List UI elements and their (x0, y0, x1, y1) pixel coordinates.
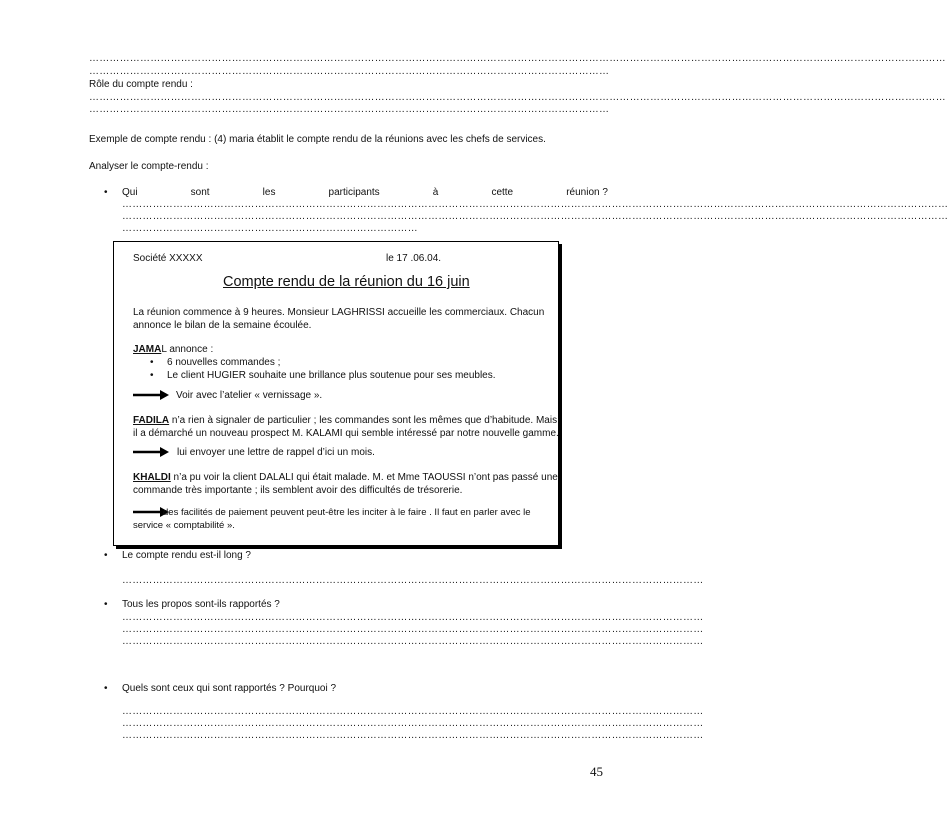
q1-word: les (262, 187, 276, 198)
q1-word: participants (328, 187, 380, 198)
bullet-icon: • (104, 599, 108, 610)
bullet-icon: • (104, 683, 108, 694)
answer-line: ……………………………………………………………………………………………………………………………………………………………………………………………………………………………… (89, 53, 946, 64)
example-text: Exemple de compte rendu : (4) maria établit le compte rendu de la réunions avec les chefs de services. (89, 134, 546, 145)
bullet-icon: • (104, 187, 108, 198)
answer-line: ……………………………………………………………………………………………………………………………………………………… (122, 575, 704, 586)
fadila-line (133, 414, 557, 427)
answer-line: ……………………………………………………………………………………………………………………………………………………………………………………………………………………………… (89, 92, 946, 103)
bullet-icon: • (150, 370, 154, 381)
khaldi-action: service « comptabilité ». (133, 520, 235, 531)
question-4: Quels sont ceux qui sont rapportés ? Pourquoi ? (122, 683, 337, 694)
intro-line: La réunion commence à 9 heures. Monsieur LAGHRISSI accueille les commerciaux. Chacun (133, 307, 545, 318)
answer-line: ……………………………………………………………………………………………………………………………………………………………………………………………………………………… (122, 199, 948, 210)
question-3: Tous les propos sont-ils rapportés ? (122, 599, 280, 610)
question-2: Le compte rendu est-il long ? (122, 550, 251, 561)
q1-word: Qui (122, 187, 138, 198)
answer-line: ……………………………………………………………………………………………………………………………………… (89, 66, 610, 77)
khaldi-action: des facilités de paiement peuvent peut-être les inciter à le faire . Il faut en parler avec le (163, 507, 531, 518)
jamal-heading (133, 343, 213, 356)
intro-line: annonce le bilan de la semaine écoulée. (133, 320, 312, 331)
bullet-icon: • (150, 357, 154, 368)
question-1 (122, 187, 608, 198)
answer-line: …………………………………………………………………………… (122, 223, 418, 234)
q1-word: réunion ? (566, 187, 608, 198)
report-box (113, 241, 559, 546)
fadila-line: il a démarché un nouveau prospect M. KALAMI qui semble intéressé par notre nouvelle gamme. (133, 428, 559, 439)
jamal-rest: L annonce : (161, 344, 214, 355)
answer-line: ……………………………………………………………………………………………………………………………………………………… (122, 706, 704, 717)
report-date: le 17 .06.04. (386, 253, 442, 264)
analyze-label: Analyser le compte-rendu : (89, 161, 209, 172)
fadila-name: FADILA (133, 415, 170, 426)
role-label: Rôle du compte rendu : (89, 79, 193, 90)
jamal-item: 6 nouvelles commandes ; (167, 357, 281, 368)
q1-word: sont (190, 187, 210, 198)
q1-word: à (432, 187, 439, 198)
answer-line: ……………………………………………………………………………………………………………………………………… (89, 104, 610, 115)
answer-line: ……………………………………………………………………………………………………………………………………………………… (122, 730, 704, 741)
answer-line: ……………………………………………………………………………………………………………………………………………………… (122, 612, 704, 623)
khaldi-text: n’a pu voir la client DALALI qui était malade. M. et Mme TAOUSSI n’ont pas passé une (170, 472, 558, 483)
answer-line: ……………………………………………………………………………………………………………………………………………………………………………………………………………………… (122, 211, 948, 222)
answer-line: ……………………………………………………………………………………………………………………………………………………… (122, 624, 704, 635)
answer-line: ……………………………………………………………………………………………………………………………………………………… (122, 636, 704, 647)
report-title: Compte rendu de la réunion du 16 juin (223, 274, 470, 290)
company-name: Société XXXXX (133, 253, 203, 264)
bullet-icon: • (104, 550, 108, 561)
answer-line: ……………………………………………………………………………………………………………………………………………………… (122, 718, 704, 729)
jamal-item: Le client HUGIER souhaite une brillance plus soutenue pour ses meubles. (167, 370, 496, 381)
jamal-name: JAMA (133, 344, 162, 355)
q1-word: cette (491, 187, 514, 198)
arrow-right-icon (133, 390, 169, 400)
khaldi-name: KHALDI (133, 472, 171, 483)
khaldi-line: commande très importante ; ils semblent avoir des difficultés de trésorerie. (133, 485, 463, 496)
page-number: 45 (590, 764, 603, 779)
fadila-action: lui envoyer une lettre de rappel d’ici un mois. (177, 447, 375, 458)
jamal-action: Voir avec l’atelier « vernissage ». (176, 390, 323, 401)
fadila-text: n’a rien à signaler de particulier ; les commandes sont les mêmes que d’habitude. Mais (169, 415, 558, 426)
khaldi-line (133, 471, 558, 484)
arrow-right-icon (133, 447, 169, 457)
